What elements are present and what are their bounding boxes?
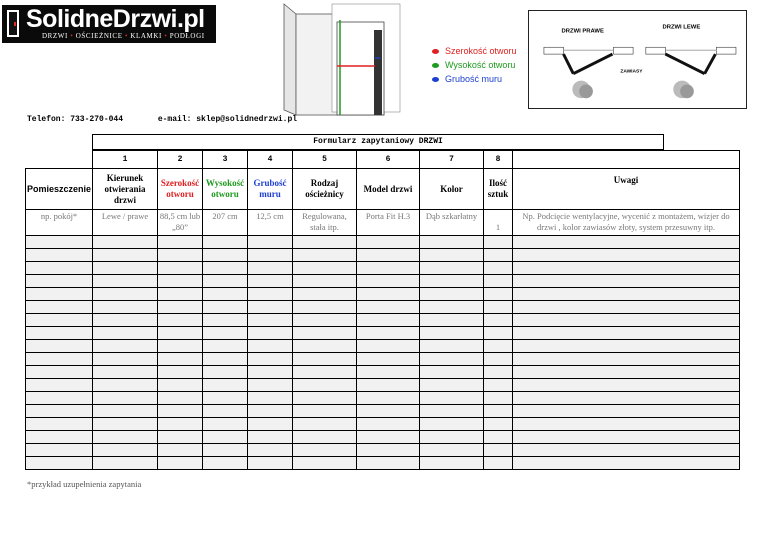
door-logo-icon (7, 10, 19, 37)
col-number: 5 (293, 151, 357, 169)
table-row (26, 236, 740, 249)
table-cell[interactable] (293, 444, 357, 457)
column-number-row (26, 151, 740, 169)
table-row (26, 431, 740, 444)
table-cell[interactable] (484, 314, 513, 327)
table-cell[interactable] (357, 340, 420, 353)
table-cell[interactable] (93, 457, 158, 470)
table-cell[interactable] (26, 288, 93, 301)
table-row (26, 275, 740, 288)
table-cell[interactable] (513, 340, 740, 353)
table-cell[interactable] (420, 262, 484, 275)
table-cell[interactable] (484, 249, 513, 262)
table-cell[interactable] (513, 418, 740, 431)
table-cell[interactable] (293, 249, 357, 262)
table-cell[interactable] (513, 444, 740, 457)
table-cell[interactable] (357, 405, 420, 418)
table-cell[interactable] (26, 431, 93, 444)
table-cell[interactable] (293, 288, 357, 301)
table-cell[interactable] (420, 249, 484, 262)
logo (2, 5, 216, 43)
table-cell[interactable] (484, 262, 513, 275)
table-row (26, 444, 740, 457)
table-cell[interactable] (357, 379, 420, 392)
table-cell[interactable] (293, 301, 357, 314)
table-cell[interactable] (158, 249, 203, 262)
table-cell[interactable] (93, 418, 158, 431)
table-cell[interactable] (420, 314, 484, 327)
table-cell[interactable] (93, 249, 158, 262)
table-cell[interactable] (26, 275, 93, 288)
header-row (26, 169, 740, 210)
table-cell[interactable] (293, 327, 357, 340)
table-cell[interactable] (513, 405, 740, 418)
table-cell[interactable] (513, 262, 740, 275)
header-room: Pomieszczenie (26, 169, 93, 210)
table-cell[interactable] (420, 366, 484, 379)
table-cell[interactable] (93, 431, 158, 444)
contact-info (27, 115, 297, 124)
table-row (26, 418, 740, 431)
table-cell[interactable] (357, 444, 420, 457)
table-cell[interactable] (513, 249, 740, 262)
door-frame-illustration (282, 2, 402, 117)
table-cell[interactable] (420, 301, 484, 314)
table-cell[interactable] (248, 457, 293, 470)
table-cell[interactable] (357, 236, 420, 249)
legend-item-wall: Grubość muru (432, 72, 517, 86)
table-cell[interactable] (248, 314, 293, 327)
table-cell[interactable] (26, 457, 93, 470)
table-cell[interactable] (293, 262, 357, 275)
table-cell[interactable] (93, 444, 158, 457)
table-cell[interactable] (26, 366, 93, 379)
table-cell[interactable] (203, 301, 248, 314)
table-cell[interactable] (203, 327, 248, 340)
table-cell[interactable] (513, 236, 740, 249)
table-cell[interactable] (248, 353, 293, 366)
table-cell[interactable] (158, 275, 203, 288)
table-cell[interactable] (357, 392, 420, 405)
table-cell[interactable] (513, 353, 740, 366)
table-row (26, 353, 740, 366)
table-cell[interactable] (203, 236, 248, 249)
table-cell[interactable] (26, 262, 93, 275)
table-cell[interactable] (293, 418, 357, 431)
table-cell[interactable] (203, 431, 248, 444)
table-cell[interactable] (484, 327, 513, 340)
table-cell[interactable] (513, 275, 740, 288)
table-cell[interactable] (26, 236, 93, 249)
table-cell[interactable] (513, 392, 740, 405)
table-cell[interactable] (158, 262, 203, 275)
table-cell[interactable] (513, 379, 740, 392)
table-cell[interactable] (357, 288, 420, 301)
measurement-legend (432, 44, 517, 86)
table-cell[interactable] (203, 288, 248, 301)
table-cell[interactable] (513, 314, 740, 327)
logo-tagline: DRZWI • OŚCIEŻNICE • KLAMKI • PODŁOGI (42, 32, 205, 40)
table-cell[interactable] (513, 431, 740, 444)
table-cell[interactable] (158, 353, 203, 366)
logo-brand: SolidneDrzwi.pl (26, 5, 205, 33)
example-frame: Regulowana, stała itp. (293, 210, 357, 236)
example-wall: 12,5 cm (248, 210, 293, 236)
table-cell[interactable] (484, 301, 513, 314)
table-cell[interactable] (158, 301, 203, 314)
table-cell[interactable] (26, 249, 93, 262)
example-notes: Np. Podcięcie wentylacyjne, wycenić z montażem, wizjer do drzwi , kolor zawiasów złoty, system przesuwny itp. (513, 210, 740, 236)
table-cell[interactable] (513, 301, 740, 314)
table-cell[interactable] (357, 249, 420, 262)
header-notes: Uwagi (513, 169, 740, 210)
table-cell[interactable] (158, 457, 203, 470)
table-cell[interactable] (26, 392, 93, 405)
header-wall: Grubość muru (248, 169, 293, 210)
table-cell[interactable] (420, 457, 484, 470)
table-cell[interactable] (248, 301, 293, 314)
example-room: np. pokój* (26, 210, 93, 236)
table-cell[interactable] (357, 275, 420, 288)
table-cell[interactable] (420, 379, 484, 392)
table-cell[interactable] (293, 353, 357, 366)
table-cell[interactable] (293, 275, 357, 288)
col-number: 8 (484, 151, 513, 169)
legend-item-height: Wysokość otworu (432, 58, 517, 72)
table-cell[interactable] (357, 301, 420, 314)
table-cell[interactable] (93, 314, 158, 327)
table-cell[interactable] (93, 262, 158, 275)
table-cell[interactable] (293, 340, 357, 353)
table-cell[interactable] (420, 444, 484, 457)
table-cell[interactable] (26, 418, 93, 431)
table-cell[interactable] (420, 236, 484, 249)
table-row (26, 340, 740, 353)
table-cell[interactable] (293, 366, 357, 379)
table-cell[interactable] (203, 340, 248, 353)
table-cell[interactable] (484, 288, 513, 301)
table-cell[interactable] (248, 288, 293, 301)
table-cell[interactable] (420, 275, 484, 288)
table-cell[interactable] (357, 431, 420, 444)
table-cell[interactable] (484, 392, 513, 405)
diagram-left-label: DRZWI LEWE (662, 24, 701, 31)
example-width: 88,5 cm lub „80” (158, 210, 203, 236)
table-row (26, 379, 740, 392)
table-row (26, 392, 740, 405)
table-cell[interactable] (93, 288, 158, 301)
diagram-right-label: DRZWI PRAWE (561, 28, 604, 35)
table-cell[interactable] (26, 405, 93, 418)
table-cell[interactable] (248, 405, 293, 418)
table-cell[interactable] (203, 444, 248, 457)
table-cell[interactable] (484, 431, 513, 444)
table-cell[interactable] (293, 431, 357, 444)
table-cell[interactable] (26, 327, 93, 340)
table-cell[interactable] (248, 444, 293, 457)
table-cell[interactable] (203, 262, 248, 275)
table-cell[interactable] (357, 262, 420, 275)
table-cell[interactable] (158, 392, 203, 405)
table-cell[interactable] (93, 340, 158, 353)
table-cell[interactable] (158, 444, 203, 457)
table-cell[interactable] (158, 366, 203, 379)
table-cell[interactable] (293, 405, 357, 418)
table-cell[interactable] (203, 392, 248, 405)
table-cell[interactable] (158, 340, 203, 353)
table-cell[interactable] (158, 288, 203, 301)
table-cell[interactable] (513, 457, 740, 470)
table-cell[interactable] (248, 249, 293, 262)
table-cell[interactable] (420, 288, 484, 301)
table-cell[interactable] (248, 275, 293, 288)
table-cell[interactable] (293, 392, 357, 405)
table-cell[interactable] (357, 457, 420, 470)
table-cell[interactable] (420, 340, 484, 353)
table-cell[interactable] (484, 236, 513, 249)
table-cell[interactable] (26, 314, 93, 327)
table-row (26, 301, 740, 314)
table-cell[interactable] (93, 366, 158, 379)
col-number: 4 (248, 151, 293, 169)
table-cell[interactable] (293, 314, 357, 327)
table-cell[interactable] (26, 379, 93, 392)
table-row (26, 366, 740, 379)
table-cell[interactable] (484, 457, 513, 470)
table-row (26, 457, 740, 470)
table-cell[interactable] (484, 405, 513, 418)
table-cell[interactable] (484, 275, 513, 288)
table-cell[interactable] (248, 392, 293, 405)
table-cell[interactable] (484, 444, 513, 457)
table-cell[interactable] (158, 379, 203, 392)
table-cell[interactable] (93, 275, 158, 288)
table-cell[interactable] (357, 418, 420, 431)
header-frame: Rodzaj ościeżnicy (293, 169, 357, 210)
table-cell[interactable] (357, 353, 420, 366)
footnote: *przykład uzupełnienia zapytania (27, 479, 142, 489)
table-cell[interactable] (420, 327, 484, 340)
table-cell[interactable] (513, 327, 740, 340)
col-number: 3 (203, 151, 248, 169)
table-cell[interactable] (484, 353, 513, 366)
header-width: Szerokość otworu (158, 169, 203, 210)
table-cell[interactable] (26, 301, 93, 314)
header-color: Kolor (420, 169, 484, 210)
example-color: Dąb szkarłatny (420, 210, 484, 236)
table-row (26, 288, 740, 301)
table-cell[interactable] (513, 366, 740, 379)
table-cell[interactable] (26, 444, 93, 457)
table-cell[interactable] (158, 314, 203, 327)
table-cell[interactable] (203, 249, 248, 262)
header-qty: Ilość sztuk (484, 169, 513, 210)
table-cell[interactable] (158, 431, 203, 444)
table-row (26, 249, 740, 262)
table-cell[interactable] (93, 236, 158, 249)
table-cell[interactable] (420, 418, 484, 431)
header-height: Wysokość otworu (203, 169, 248, 210)
example-qty: 1 (484, 210, 513, 236)
example-height: 207 cm (203, 210, 248, 236)
table-cell[interactable] (420, 431, 484, 444)
table-cell[interactable] (93, 392, 158, 405)
table-cell[interactable] (248, 379, 293, 392)
table-cell[interactable] (93, 327, 158, 340)
table-cell[interactable] (158, 418, 203, 431)
table-cell[interactable] (513, 288, 740, 301)
table-cell[interactable] (203, 379, 248, 392)
table-cell[interactable] (93, 379, 158, 392)
col-number: 6 (357, 151, 420, 169)
diagram-hinges-label: ZAWIASY (620, 69, 643, 75)
table-cell[interactable] (484, 366, 513, 379)
example-direction: Lewe / prawe (93, 210, 158, 236)
col-number: 1 (93, 151, 158, 169)
table-cell[interactable] (293, 457, 357, 470)
header-direction: Kierunek otwierania drzwi (93, 169, 158, 210)
table-row (26, 262, 740, 275)
table-cell[interactable] (158, 327, 203, 340)
table-cell[interactable] (484, 418, 513, 431)
table-cell[interactable] (93, 353, 158, 366)
table-cell[interactable] (293, 236, 357, 249)
blue-dot-icon (432, 77, 439, 82)
legend-item-width: Szerokość otworu (432, 44, 517, 58)
table-cell[interactable] (26, 353, 93, 366)
contact-phone: Telefon: 733-270-044 (27, 115, 124, 124)
table-cell[interactable] (203, 353, 248, 366)
inquiry-table (25, 150, 740, 470)
table-cell[interactable] (357, 366, 420, 379)
table-row (26, 405, 740, 418)
table-row (26, 314, 740, 327)
table-cell[interactable] (203, 314, 248, 327)
table-cell[interactable] (203, 275, 248, 288)
col-number: 2 (158, 151, 203, 169)
table-cell[interactable] (203, 457, 248, 470)
door-direction-diagram (528, 10, 747, 109)
table-cell[interactable] (248, 431, 293, 444)
table-cell[interactable] (93, 405, 158, 418)
table-cell[interactable] (484, 379, 513, 392)
table-cell[interactable] (420, 392, 484, 405)
table-cell[interactable] (420, 405, 484, 418)
table-cell[interactable] (203, 366, 248, 379)
table-cell[interactable] (248, 366, 293, 379)
table-cell[interactable] (203, 405, 248, 418)
table-cell[interactable] (158, 236, 203, 249)
table-cell[interactable] (420, 353, 484, 366)
table-row (26, 327, 740, 340)
table-cell[interactable] (248, 262, 293, 275)
example-row (26, 210, 740, 236)
table-cell[interactable] (357, 327, 420, 340)
header-model: Model drzwi (357, 169, 420, 210)
table-cell[interactable] (158, 405, 203, 418)
table-cell[interactable] (357, 314, 420, 327)
table-cell[interactable] (248, 236, 293, 249)
table-cell[interactable] (293, 379, 357, 392)
green-dot-icon (432, 63, 439, 68)
example-model: Porta Fit H.3 (357, 210, 420, 236)
contact-email: e-mail: sklep@solidnedrzwi.pl (157, 115, 298, 124)
table-cell[interactable] (26, 340, 93, 353)
table-cell[interactable] (484, 340, 513, 353)
table-cell[interactable] (248, 327, 293, 340)
table-cell[interactable] (248, 418, 293, 431)
table-cell[interactable] (203, 418, 248, 431)
table-cell[interactable] (248, 340, 293, 353)
table-cell[interactable] (93, 301, 158, 314)
form-title: Formularz zapytaniowy DRZWI (92, 134, 664, 150)
col-number: 7 (420, 151, 484, 169)
red-dot-icon (432, 49, 439, 54)
